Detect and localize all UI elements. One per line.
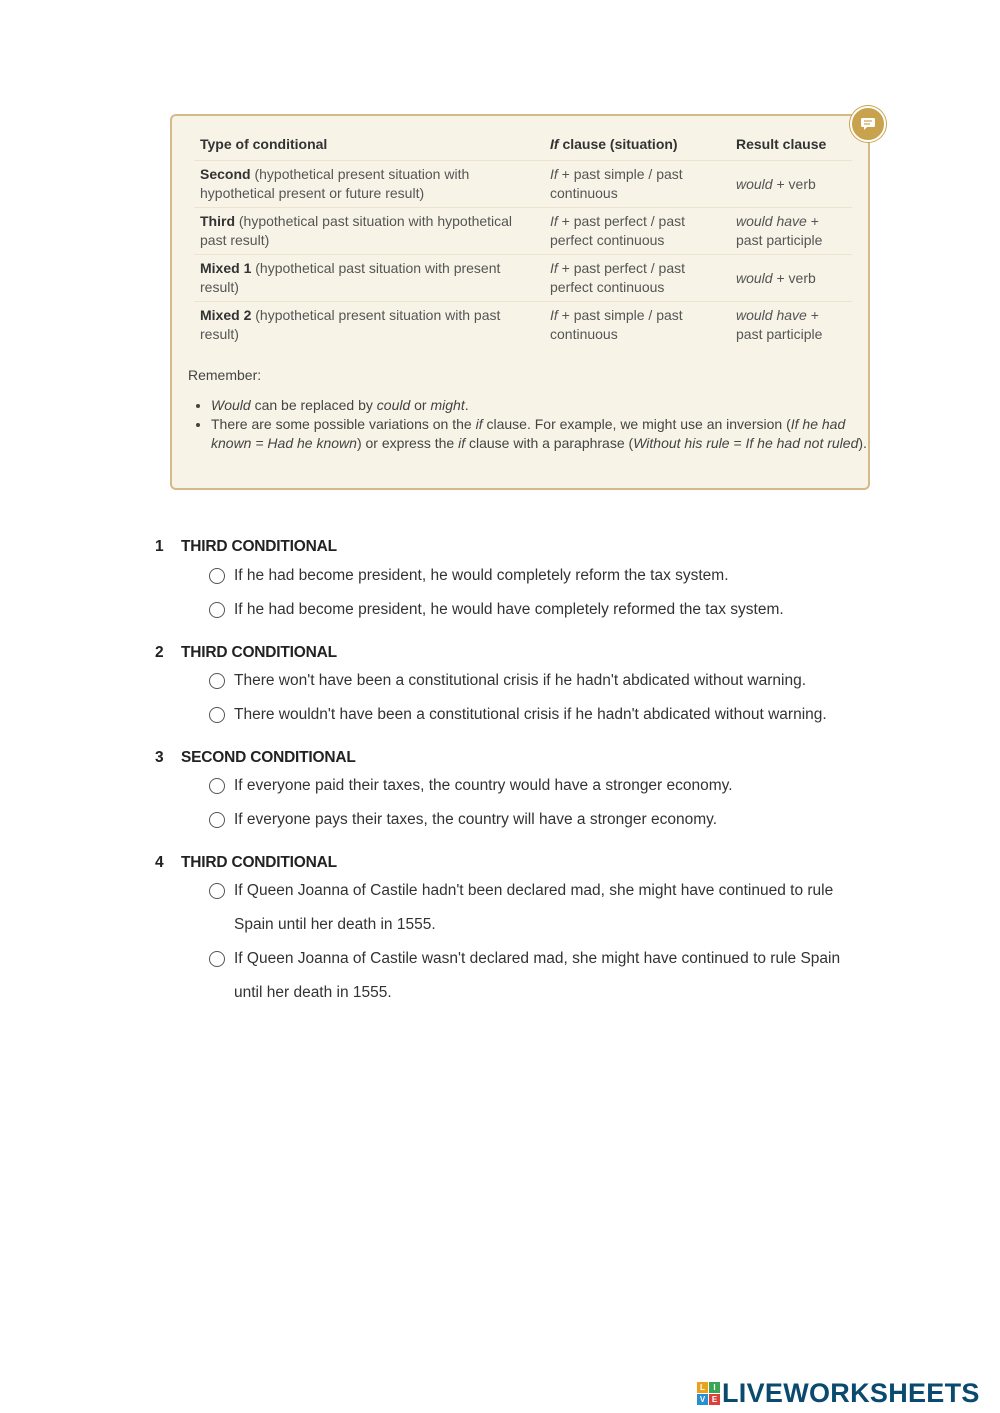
table-row (194, 302, 852, 349)
type-cell (194, 302, 544, 349)
result-desc: + verb (772, 269, 816, 286)
note-text: clause with a paraphrase ( (465, 435, 634, 451)
type-desc: (hypothetical present situation with past result) (200, 307, 501, 342)
result-modal: would (736, 175, 773, 192)
result-modal: would (736, 269, 773, 286)
if-word: If (550, 166, 558, 182)
note-italic: if (475, 416, 483, 432)
type-name: Mixed 1 (200, 260, 252, 276)
if-cell (544, 161, 730, 208)
note-text: ) or express the (356, 435, 459, 451)
logo-mark-letter: L (697, 1382, 708, 1393)
answer-option[interactable] (209, 672, 806, 698)
table-row (194, 255, 852, 302)
radio-button[interactable] (209, 707, 225, 723)
type-desc: (hypothetical past situation with hypothetical past result) (200, 213, 513, 248)
option-text: There won't have been a constitutional crisis if he hadn't abdicated without warning. (234, 672, 807, 689)
option-text: If he had become president, he would have completely reformed the tax system. (234, 601, 784, 618)
question-title: THIRD CONDITIONAL (181, 538, 337, 555)
answer-option[interactable] (209, 567, 729, 593)
type-desc: (hypothetical past situation with present result) (200, 260, 501, 295)
if-desc: + past simple / past continuous (550, 307, 683, 342)
remember-label: Remember: (188, 367, 262, 383)
question-title: SECOND CONDITIONAL (181, 749, 356, 766)
type-desc: (hypothetical present situation with hypothetical present or future result) (200, 166, 470, 201)
option-text: There wouldn't have been a constitutional crisis if he hadn't abdicated without warning. (234, 706, 827, 723)
result-cell (730, 208, 852, 255)
option-text: If Queen Joanna of Castile wasn't declared mad, she might have continued to rule Spain until her death in 1555. (234, 950, 841, 1001)
type-cell (194, 161, 544, 208)
if-word: If (550, 260, 558, 276)
type-name: Second (200, 166, 251, 182)
note-italic: Would (211, 397, 251, 413)
logo-text: LIVEWORKSHEETS (722, 1378, 980, 1408)
note-italic: might (430, 397, 465, 413)
if-desc: + past perfect / past perfect continuous (550, 260, 686, 295)
header-type: Type of conditional (200, 136, 328, 152)
result-modal: would have (736, 213, 807, 229)
note-text: There are some possible variations on the (211, 416, 476, 432)
result-desc: + verb (772, 175, 816, 192)
note-text: or (410, 397, 431, 413)
type-name: Third (200, 213, 235, 229)
question-number: 2 (155, 644, 164, 661)
comment-badge[interactable] (850, 106, 886, 142)
header-result: Result clause (736, 136, 827, 152)
type-cell (194, 208, 544, 255)
radio-button[interactable] (209, 812, 225, 828)
if-word: If (550, 213, 558, 229)
answer-option[interactable] (209, 777, 733, 803)
type-name: Mixed 2 (200, 307, 252, 323)
table-row (194, 161, 852, 208)
option-text: If Queen Joanna of Castile hadn't been declared mad, she might have continued to rule Spain until her death in 1555. (234, 882, 834, 933)
if-cell (544, 208, 730, 255)
radio-button[interactable] (209, 673, 225, 689)
answer-option[interactable] (209, 601, 784, 627)
result-desc: + past participle (736, 307, 823, 342)
logo-mark-icon (697, 1382, 720, 1405)
note-text: . (464, 397, 469, 413)
note-text: ). (858, 435, 867, 451)
note-italic: If he had known = Had he known (211, 416, 846, 451)
radio-button[interactable] (209, 951, 225, 967)
question-number: 1 (155, 538, 164, 555)
option-text: If everyone pays their taxes, the country will have a stronger economy. (234, 811, 718, 828)
option-text: If everyone paid their taxes, the country would have a stronger economy. (234, 777, 733, 794)
note-text: clause. For example, we might use an inversion ( (482, 416, 791, 432)
chat-icon (860, 117, 876, 131)
answer-option[interactable] (209, 706, 827, 732)
remember-notes (193, 396, 871, 453)
question-title: THIRD CONDITIONAL (181, 644, 337, 661)
liveworksheets-logo (697, 1378, 980, 1409)
question-title: THIRD CONDITIONAL (181, 854, 337, 871)
result-desc: + past participle (736, 213, 823, 248)
note-text: can be replaced by (250, 397, 377, 413)
table-header-row (194, 132, 852, 161)
logo-mark-letter: E (709, 1394, 720, 1405)
radio-button[interactable] (209, 883, 225, 899)
conditionals-table (194, 132, 852, 348)
if-desc: + past simple / past continuous (550, 166, 683, 201)
logo-mark-letter: V (697, 1394, 708, 1405)
header-if-word: If (550, 136, 559, 152)
header-if-clause (544, 132, 730, 161)
note-italic: Without his rule = If he had not ruled (633, 435, 859, 451)
result-cell (730, 255, 852, 302)
note-item (211, 396, 871, 415)
radio-button[interactable] (209, 568, 225, 584)
radio-button[interactable] (209, 602, 225, 618)
note-italic: could (376, 397, 411, 413)
logo-mark-letter: I (709, 1382, 720, 1393)
question-number: 4 (155, 854, 164, 871)
question-number: 3 (155, 749, 164, 766)
answer-option[interactable] (209, 882, 864, 942)
type-cell (194, 255, 544, 302)
note-italic: if (458, 435, 466, 451)
answer-option[interactable] (209, 811, 717, 837)
answer-option[interactable] (209, 950, 864, 1010)
radio-button[interactable] (209, 778, 225, 794)
result-modal: would have (736, 307, 807, 323)
note-item (211, 415, 871, 453)
if-cell (544, 302, 730, 349)
result-cell (730, 161, 852, 208)
if-word: If (550, 307, 558, 323)
if-cell (544, 255, 730, 302)
option-text: If he had become president, he would completely reform the tax system. (234, 567, 729, 584)
header-if-rest: clause (situation) (558, 136, 678, 152)
result-cell (730, 302, 852, 349)
if-desc: + past perfect / past perfect continuous (550, 213, 686, 248)
table-row (194, 208, 852, 255)
